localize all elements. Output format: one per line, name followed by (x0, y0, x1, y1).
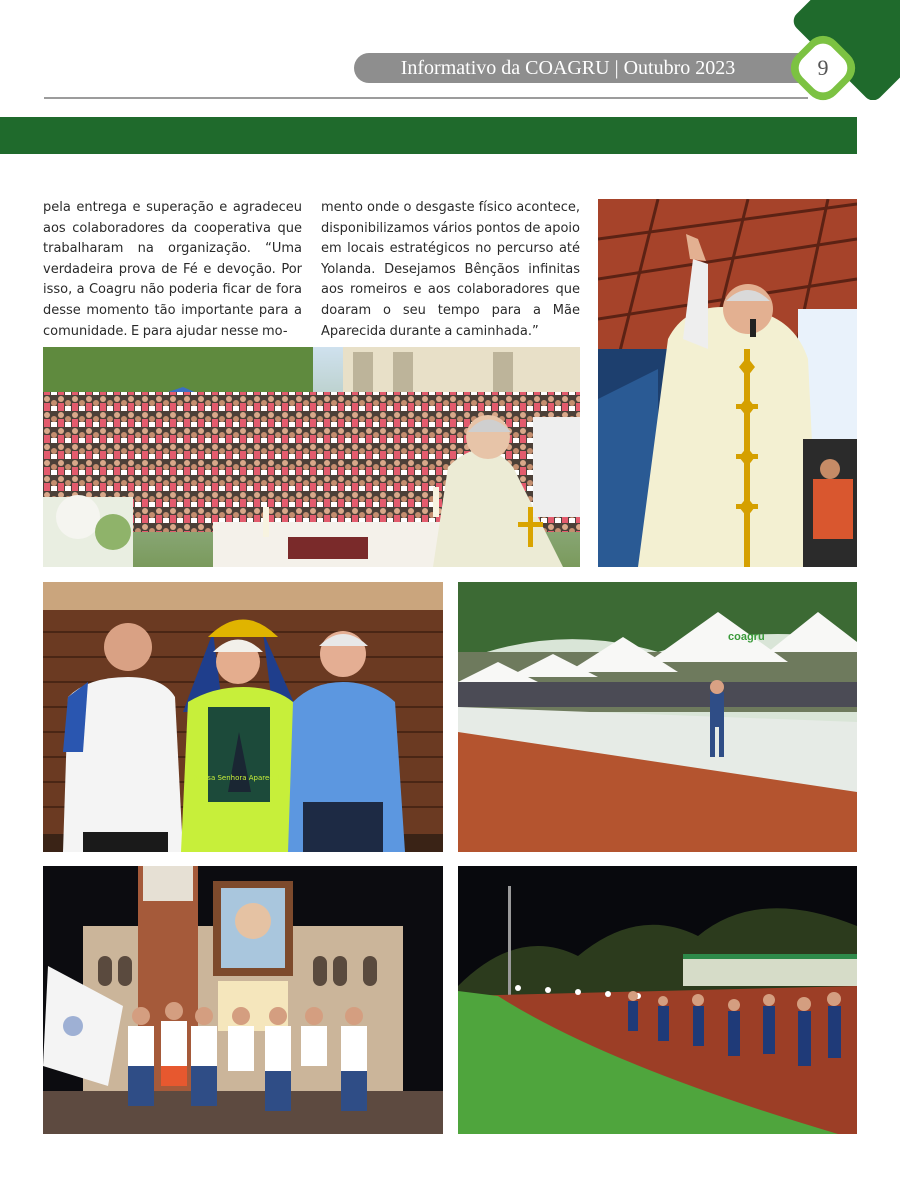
shirt-print-text: Nossa Senhora Aparecida (194, 774, 284, 782)
photo-priest-blessing (598, 199, 857, 567)
header-rule (44, 97, 808, 99)
article-column-2: mento onde o desgaste físico acontece, disponibilizamos vários pontos de apoio em locais estratégicos no percurso até Yolanda. Desejamos Bênçãos infinitas aos romeiros e aos colaboradores que doaram o seu tempo para a Mãe Aparecida durante a caminhada.” (321, 200, 580, 339)
publication-title: Informativo da COAGRU | Outubro 2023 (354, 53, 806, 83)
photo-three-men (43, 582, 443, 852)
photo-crowd-mass (43, 347, 580, 567)
article-column-1: pela entrega e superação e agradeceu aos colaboradores da cooperativa que trabalharam na organização. “Uma verdadeira prova de Fé e devoção. Por isso, a Coagru não poderia ficar de fora desse momento tão importante para a comunidade. E para ajudar nesse mo- (43, 200, 302, 339)
page-number: 9 (817, 55, 829, 80)
tent-logo-text: coagru (728, 631, 765, 643)
photo-night-pilgrimage (458, 866, 857, 1134)
photo-support-tents (458, 582, 857, 852)
photo-church-night (43, 866, 443, 1134)
section-band (0, 117, 857, 154)
